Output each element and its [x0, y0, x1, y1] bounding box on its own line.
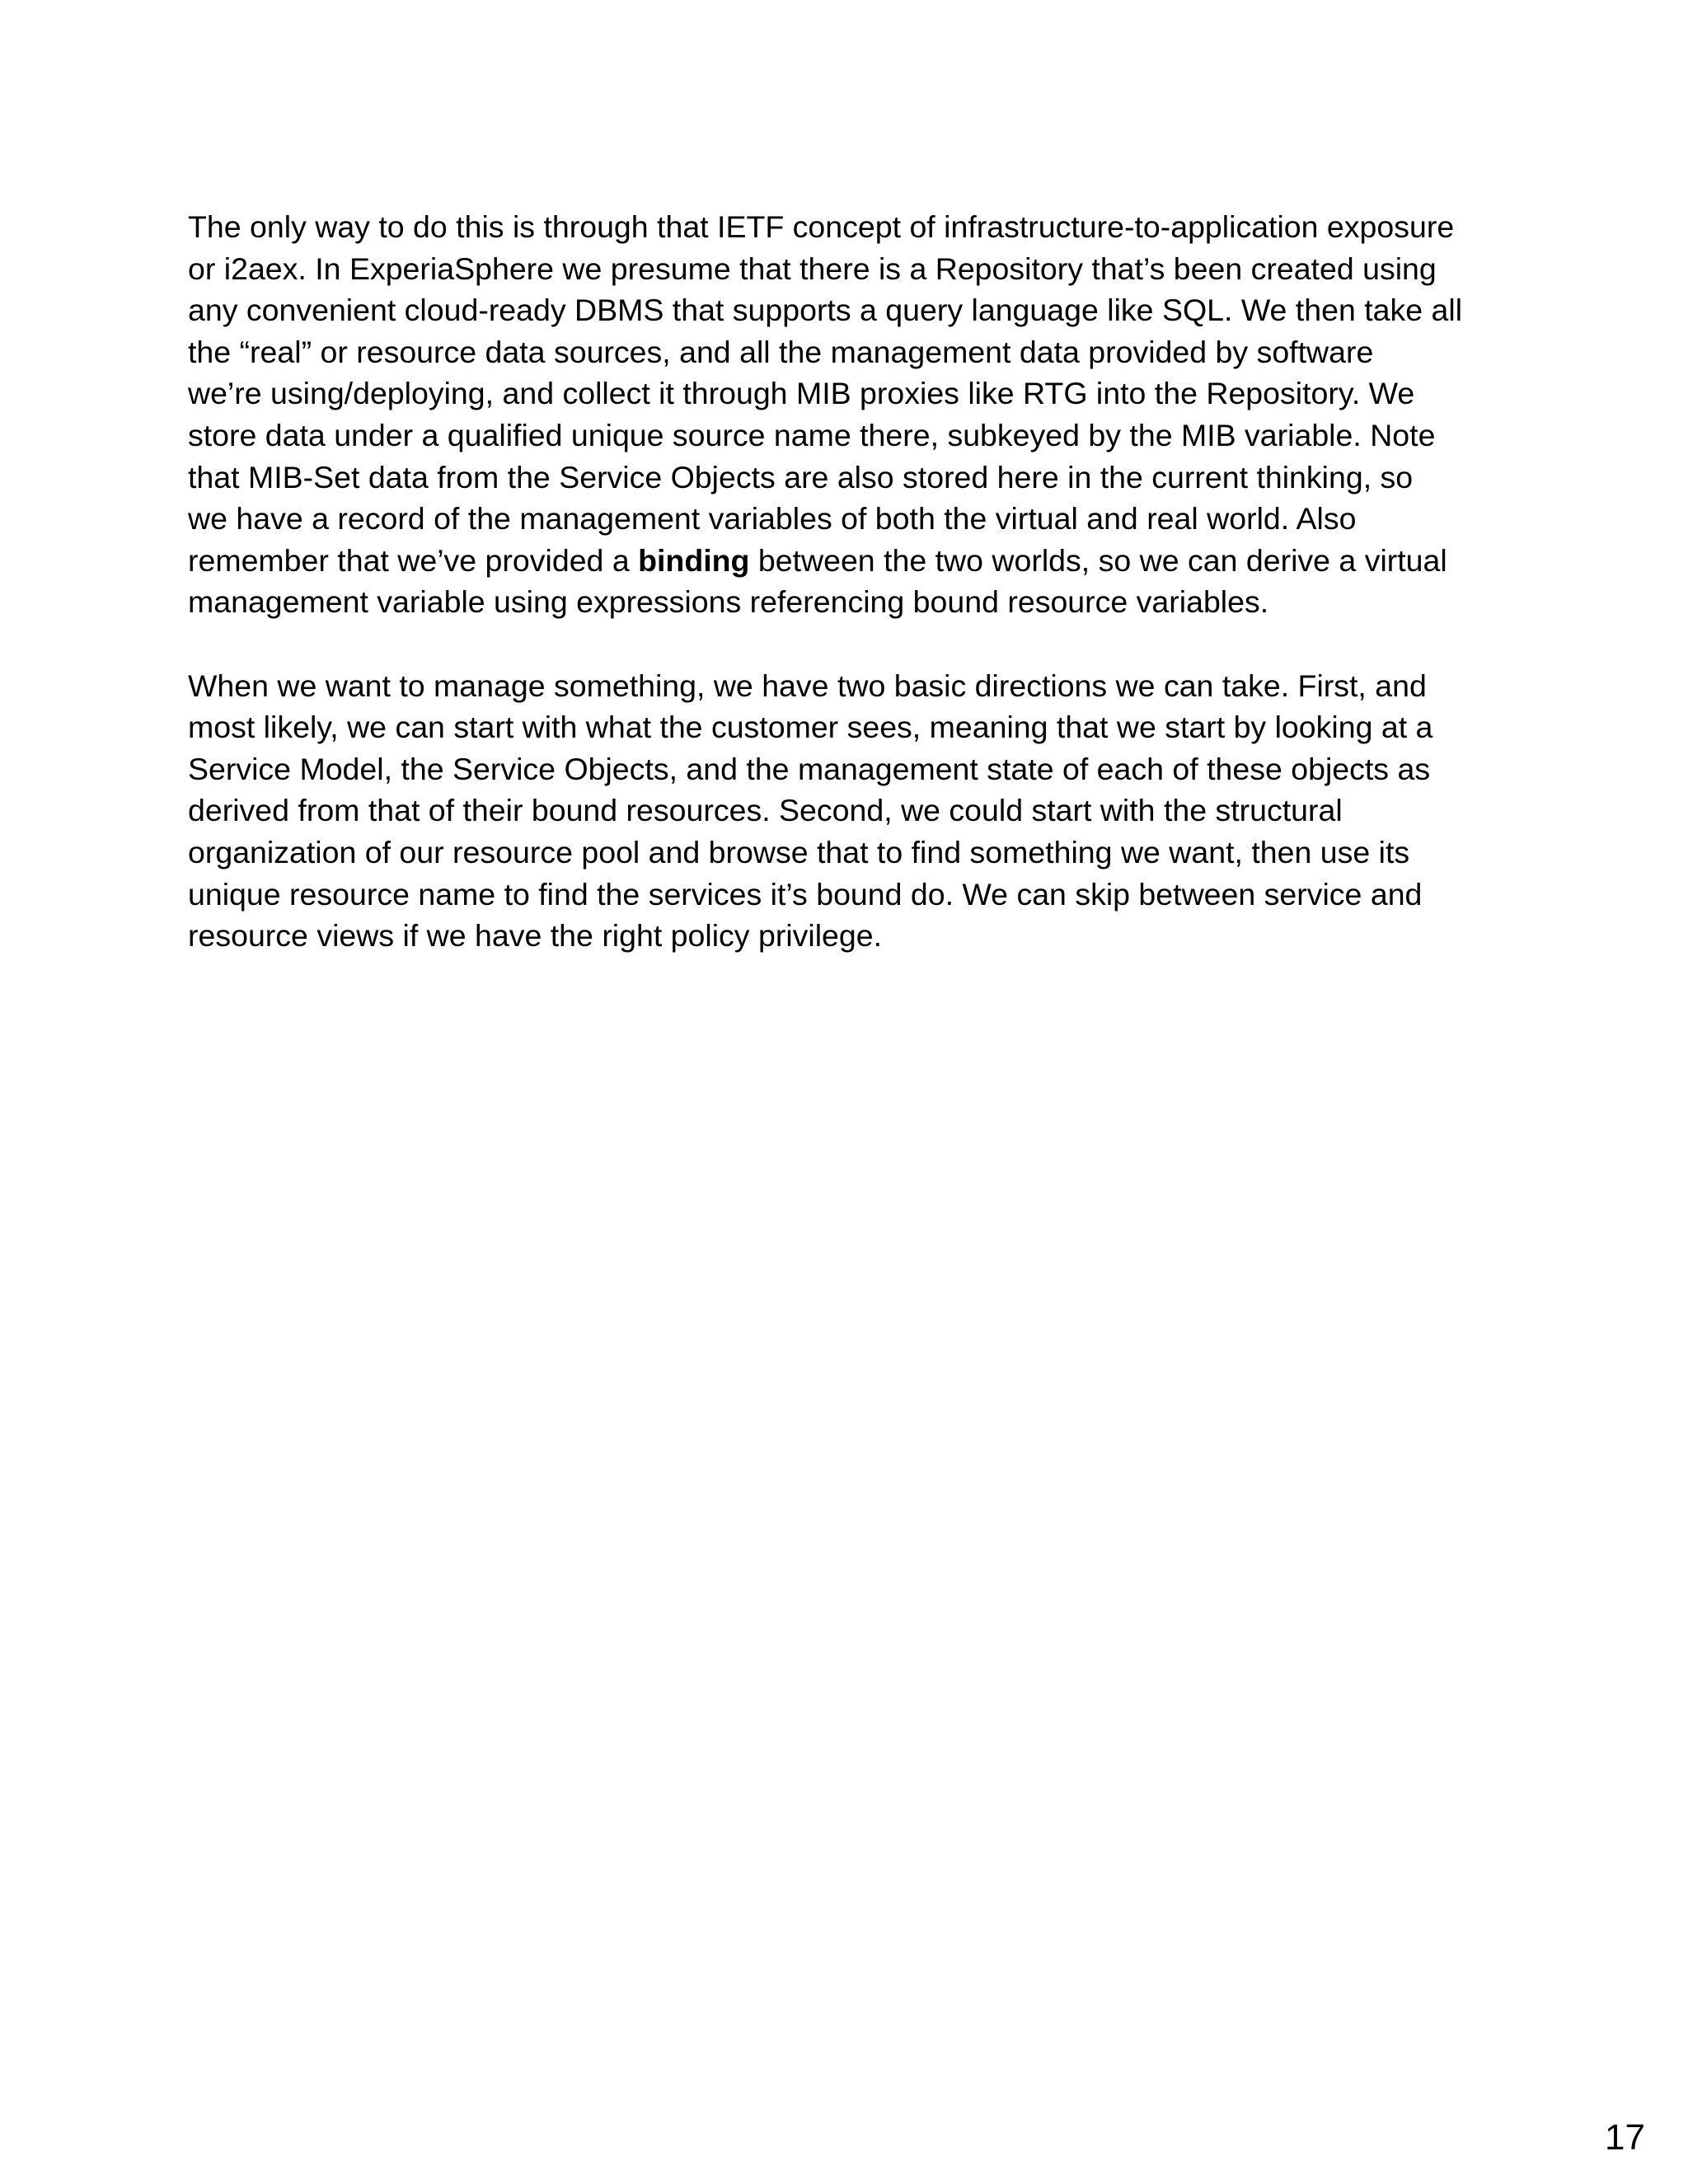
text-line: that MIB-Set data from the Service Objects are also stored here in the current thinking, so — [188, 459, 1414, 494]
text-line: derived from that of their bound resources. Second, we could start with the structural — [188, 793, 1343, 828]
text-line: the “real” or resource data sources, and all the management data provided by software — [188, 334, 1374, 369]
page-number: 17 — [1605, 2117, 1645, 2158]
text-line-with-emphasis — [188, 540, 1523, 582]
paragraph-management-directions — [188, 665, 1523, 957]
text-segment: between the two worlds, so we can derive a virtual — [749, 542, 1447, 578]
text-line: management variable using expressions referencing bound resource variables. — [188, 584, 1269, 620]
text-line: When we want to manage something, we have two basic directions we can take. First, and — [188, 668, 1427, 703]
binding-emphasis: binding — [638, 542, 750, 578]
text-segment: remember that we’ve provided a — [188, 542, 639, 578]
text-line: unique resource name to find the services it’s bound do. We can skip between service and — [188, 876, 1423, 912]
text-line: Service Model, the Service Objects, and the management state of each of these objects as — [188, 751, 1431, 786]
text-line: organization of our resource pool and browse that to find something we want, then use its — [188, 834, 1410, 869]
text-line: store data under a qualified unique source name there, subkeyed by the MIB variable. Note — [188, 417, 1436, 452]
text-line: The only way to do this is through that IETF concept of infrastructure-to-application exposure — [188, 209, 1455, 244]
text-line: we’re using/deploying, and collect it through MIB proxies like RTG into the Repository. We — [188, 376, 1415, 411]
text-line: any convenient cloud-ready DBMS that supports a query language like SQL. We then take all — [188, 293, 1463, 328]
text-line: resource views if we have the right policy privilege. — [188, 918, 883, 954]
paragraph-infrastructure-exposure — [188, 206, 1523, 623]
text-line: most likely, we can start with what the customer sees, meaning that we start by looking at a — [188, 710, 1433, 745]
page-body — [188, 206, 1523, 957]
text-line: we have a record of the management variables of both the virtual and real world. Also — [188, 501, 1357, 537]
text-line: or i2aex. In ExperiaSphere we presume that there is a Repository that’s been created using — [188, 251, 1437, 286]
